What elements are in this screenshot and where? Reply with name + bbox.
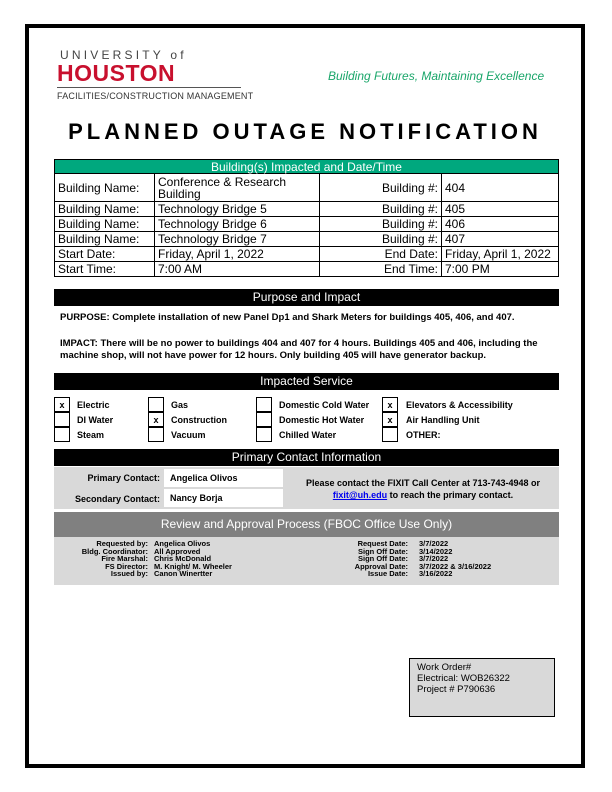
checkbox-gas[interactable] [148, 397, 164, 412]
logo-university-text: UNIVERSITY of [60, 48, 187, 62]
checkbox-electric[interactable]: x [54, 397, 70, 412]
review-value: 3/7/2022 & 3/16/2022 [419, 561, 492, 571]
review-value: 3/16/2022 [419, 569, 453, 579]
row-label: Building Name: [55, 217, 155, 231]
row-num-label: End Date: [320, 247, 442, 261]
work-order-line: Project # P790636 [417, 684, 496, 695]
row-value: Conference & Research Building [155, 174, 320, 201]
impacted-service-section [54, 373, 559, 390]
checkbox-other[interactable] [382, 427, 398, 442]
review-left-labels [54, 540, 148, 578]
contact-message [294, 477, 552, 501]
review-value: Chris McDonald [154, 554, 212, 564]
row-label: Building Name: [55, 202, 155, 216]
review-value: M. Knight/ M. Wheeler [154, 561, 232, 571]
primary-contact-value: Angelica Olivos [164, 469, 283, 487]
fixit-email-link[interactable]: fixit@uh.edu [332, 490, 388, 500]
table-row [55, 174, 558, 202]
service-label: Domestic Cold Water [279, 400, 370, 410]
review-heading: Review and Approval Process (FBOC Office Use Only) [54, 512, 559, 537]
service-label: Elevators & Accessibility [406, 400, 513, 410]
service-label: Construction [171, 415, 227, 425]
contact-message-suffix: to reach the primary contact. [389, 490, 514, 500]
table-row [55, 262, 558, 276]
impact-text: IMPACT: There will be no power to buildings 404 and 407 for 4 hours. Buildings 405 and 406, including the machine shop, will not have power for 12 hours. Only building 405 will have generator backup. [60, 338, 538, 361]
service-label: OTHER: [406, 430, 441, 440]
secondary-contact-value: Nancy Borja [164, 489, 283, 507]
review-value: 3/7/2022 [419, 554, 449, 564]
service-label: Domestic Hot Water [279, 415, 365, 425]
purpose-text: PURPOSE: Complete installation of new Panel Dp1 and Shark Meters for buildings 405, 406, and 407. [60, 312, 515, 323]
checkbox-di-water[interactable] [54, 412, 70, 427]
row-value: Technology Bridge 7 [155, 232, 320, 246]
row-num: Friday, April 1, 2022 [445, 247, 551, 261]
review-value: Angelica Olivos [154, 539, 211, 548]
purpose-heading: Purpose and Impact [54, 289, 559, 306]
checkbox-vacuum[interactable] [148, 427, 164, 442]
logo-houston-text: HOUSTON [57, 60, 176, 86]
service-label: DI Water [77, 415, 114, 425]
checkbox-elevators[interactable]: x [382, 397, 398, 412]
review-label: Issue Date: [367, 569, 408, 579]
table-row [55, 217, 558, 232]
work-order-line: Work Order# [417, 662, 472, 673]
row-label: Start Date: [55, 247, 155, 261]
checkbox-chilled-water[interactable] [256, 427, 272, 442]
table-row [55, 202, 558, 217]
contact-heading: Primary Contact Information [54, 449, 559, 466]
page-title: PLANNED OUTAGE NOTIFICATION [68, 119, 542, 144]
review-label: FS Director: [105, 561, 148, 571]
row-value: Friday, April 1, 2022 [155, 247, 320, 261]
review-value: All Approved [154, 546, 201, 556]
buildings-table [54, 159, 559, 277]
checkbox-construction[interactable]: x [148, 412, 164, 427]
service-label: Chilled Water [279, 430, 337, 440]
row-num-label: Building #: [320, 202, 442, 216]
row-label: Building Name: [55, 174, 155, 201]
row-num: 406 [445, 217, 466, 231]
table-row [55, 247, 558, 262]
service-label: Steam [77, 430, 105, 440]
review-label: Sign Off Date: [358, 546, 408, 556]
row-label: Start Time: [55, 262, 155, 276]
logo-divider [57, 87, 241, 88]
review-label: Fire Marshal: [101, 554, 148, 564]
checkbox-steam[interactable] [54, 427, 70, 442]
row-value: 7:00 AM [155, 262, 320, 276]
row-label: Building Name: [55, 232, 155, 246]
impacted-service-heading: Impacted Service [54, 373, 559, 390]
contact-section [54, 449, 559, 466]
row-value: Technology Bridge 5 [155, 202, 320, 216]
service-label: Gas [171, 400, 189, 410]
table-row [55, 232, 558, 247]
row-value: Technology Bridge 6 [155, 217, 320, 231]
review-right-labels [304, 540, 408, 578]
review-label: Sign Off Date: [358, 554, 408, 564]
tagline: Building Futures, Maintaining Excellence [328, 69, 545, 83]
secondary-contact-label: Secondary Contact: [74, 494, 160, 504]
buildings-table-heading: Building(s) Impacted and Date/Time [55, 160, 558, 174]
logo-department-text: FACILITIES/CONSTRUCTION MANAGEMENT [57, 91, 254, 101]
row-num-label: Building #: [320, 232, 442, 246]
review-value: 3/14/2022 [419, 546, 453, 556]
row-num: 405 [445, 202, 466, 216]
row-num-label: Building #: [320, 217, 442, 231]
service-label: Air Handling Unit [406, 415, 480, 425]
review-label: Requested by: [96, 539, 148, 548]
review-right-values [419, 540, 549, 578]
row-num: 7:00 PM [445, 262, 490, 276]
review-label: Request Date: [357, 539, 408, 548]
review-label: Issued by: [110, 569, 148, 579]
row-num: 404 [445, 180, 466, 195]
review-value: Canon Winertter [154, 569, 213, 579]
primary-contact-label: Primary Contact: [87, 473, 160, 483]
purpose-section [54, 289, 559, 362]
review-label: Approval Date: [354, 561, 408, 571]
checkbox-domestic-cold-water[interactable] [256, 397, 272, 412]
service-grid [54, 396, 559, 442]
review-body [54, 537, 559, 585]
contact-body [54, 467, 559, 509]
work-order-box [409, 658, 555, 717]
review-label: Bldg. Coordinator: [81, 546, 148, 556]
work-order-line: Electrical: WOB26322 [417, 673, 510, 684]
service-label: Electric [77, 400, 110, 410]
row-num: 407 [445, 232, 466, 246]
checkbox-domestic-hot-water[interactable] [256, 412, 272, 427]
review-left-values [154, 540, 284, 578]
checkbox-air-handling-unit[interactable]: x [382, 412, 398, 427]
service-label: Vacuum [171, 430, 206, 440]
row-num-label: End Time: [320, 262, 442, 276]
row-num-label: Building #: [320, 174, 442, 201]
contact-message-prefix: Please contact the FIXIT Call Center at 713-743-4948 or [305, 478, 541, 488]
review-value: 3/7/2022 [419, 539, 449, 548]
